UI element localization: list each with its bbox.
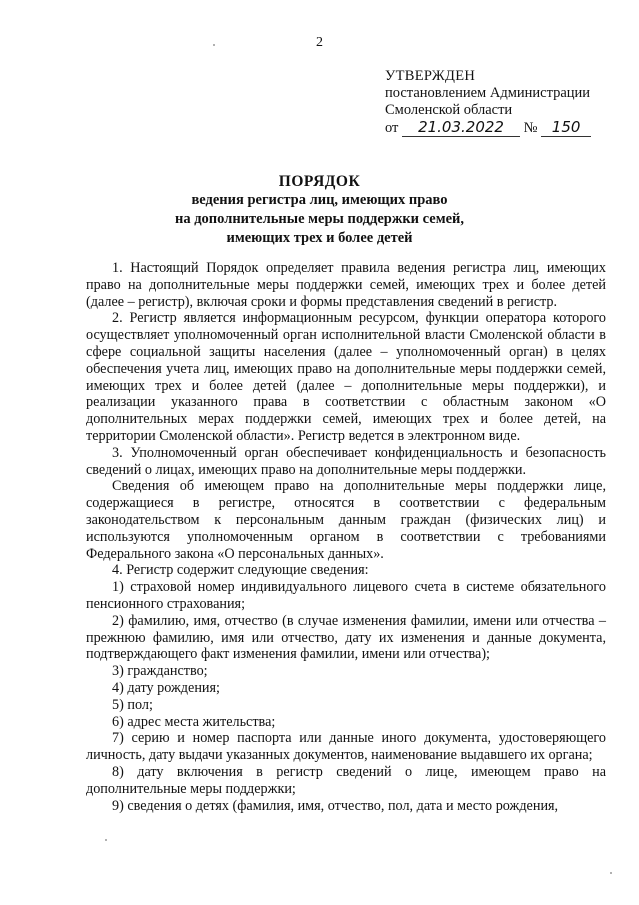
list-item-1: 1) страховой номер индивидуального лицевого счета в системе обязательного пенсионного страхования; <box>86 579 606 612</box>
list-item-3: 3) гражданство; <box>112 663 208 680</box>
scan-speck <box>105 839 107 841</box>
paragraph-3-continued: Сведения об имеющем право на дополнительные меры поддержки лице, содержащиеся в регистре, относятся в соответствии с федеральным законодательством к персональным данным граждан (физических лиц) и используются уполномоченным органом в соответствии с требованиями Федерального закона «О персональных данных». <box>86 478 606 562</box>
document-body <box>86 260 606 814</box>
scan-speck <box>610 872 612 874</box>
approval-line-2: Смоленской области <box>385 102 513 118</box>
handwritten-number: 150 <box>541 119 591 137</box>
scan-speck <box>213 44 215 46</box>
approval-line-1: постановлением Администрации <box>385 85 591 101</box>
document-title <box>0 172 639 248</box>
title-line-4: имеющих трех и более детей <box>226 230 413 246</box>
list-item-7: 7) серию и номер паспорта или данные иного документа, удостоверяющего личность, дату выдачи указанных документов, наименование выдавшего их органа; <box>86 730 606 764</box>
list-item-5: 5) пол; <box>112 696 153 713</box>
page-number: 2 <box>316 35 323 50</box>
approval-stamp <box>385 68 625 137</box>
number-prefix: № <box>523 120 538 136</box>
list-item-6: 6) адрес места жительства; <box>112 713 276 730</box>
list-item-2: 2) фамилию, имя, отчество (в случае изменения фамилии, имени или отчества – прежнюю фамилию, имя или отчество, дату их изменения и данные документа, подтверждающего факт изменения фамилии, имени или отчества); <box>86 612 606 663</box>
date-prefix: от <box>385 120 399 136</box>
paragraph-2: 2. Регистр является информационным ресурсом, функции оператора которого осуществляет уполномоченный орган исполнительной власти Смоленской области в сфере социальной защиты населения (далее – уполномоченный орган) в целях обеспечения учета лиц, имеющих право на дополнительные меры поддержки семей, имеющих трех и более детей (далее – дополнительные меры поддержки), и реализации указанного права в соответствии с областным законом «О дополнительных мерах поддержки семей, имеющих трех и более детей, на территории Смоленской области». Регистр ведется в электронном виде. <box>86 310 606 444</box>
approval-date-line <box>385 119 625 137</box>
approval-heading: УТВЕРЖДЕН <box>385 68 476 84</box>
title-line-2: ведения регистра лиц, имеющих право <box>191 192 448 208</box>
title-line-3: на дополнительные меры поддержки семей, <box>174 211 465 227</box>
list-item-8: 8) дату включения в регистр сведений о лице, имеющем право на дополнительные меры поддержки; <box>86 763 606 797</box>
handwritten-date: 21.03.2022 <box>402 119 520 137</box>
list-item-4: 4) дату рождения; <box>112 679 220 696</box>
list-item-9: 9) сведения о детях (фамилия, имя, отчество, пол, дата и место рождения, <box>112 797 559 814</box>
paragraph-4: 4. Регистр содержит следующие сведения: <box>112 562 369 579</box>
title-line-1: ПОРЯДОК <box>278 173 361 190</box>
paragraph-1: 1. Настоящий Порядок определяет правила ведения регистра лиц, имеющих право на дополнительные меры поддержки семей, имеющих трех и более детей (далее – регистр), включая сроки и формы представления сведений в регистр. <box>86 260 606 310</box>
paragraph-3: 3. Уполномоченный орган обеспечивает конфиденциальность и безопасность сведений о лицах, имеющих право на дополнительные меры поддержки. <box>86 444 606 478</box>
